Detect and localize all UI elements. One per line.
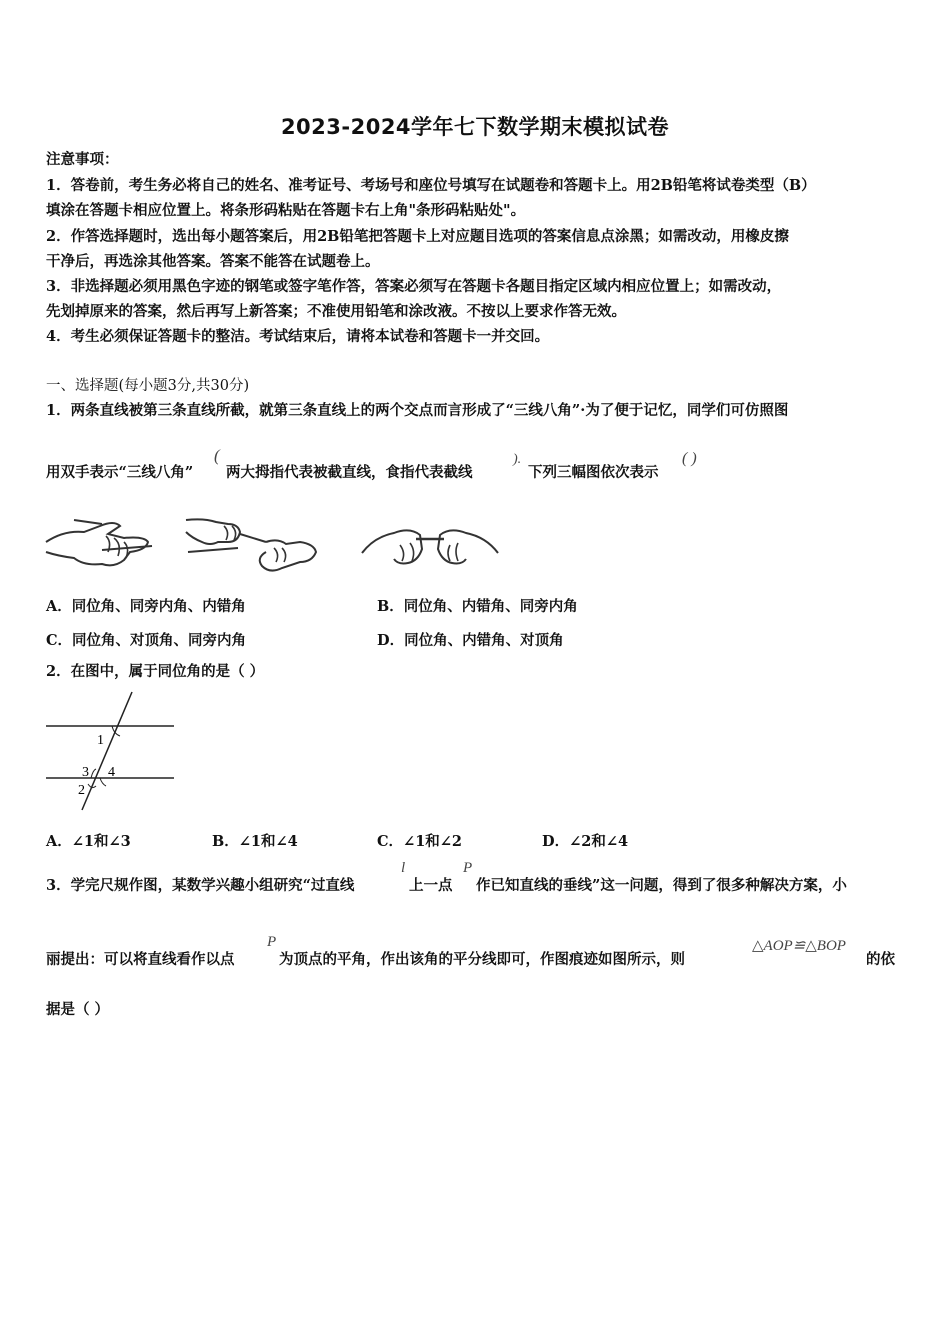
angle-label-2: 2 <box>78 783 85 798</box>
q1-option-d[interactable]: D．同位角、内错角、对顶角 <box>377 632 564 649</box>
hands-figure-1 <box>44 512 154 574</box>
q3-congruence-formula: △AOP≌△BOP <box>752 938 846 954</box>
q2-option-b[interactable]: B．∠1和∠4 <box>212 833 298 850</box>
notice-line: 2．作答选择题时，选出每小题答案后，用2B铅笔把答题卡上对应题目选项的答案信息点涂黑；如需改动，用橡皮擦 <box>46 228 789 245</box>
angle-figure <box>44 690 176 814</box>
q3-stem-part2: 上一点 <box>409 877 453 894</box>
notice-line: 先划掉原来的答案，然后再写上新答案；不准使用铅笔和涂改液。不按以上要求作答无效。 <box>46 303 626 320</box>
q1-stem-line1: 1．两条直线被第三条直线所截，就第三条直线上的两个交点而言形成了“三线八角”·为了便于记忆，同学们可仿照图 <box>46 402 789 419</box>
q1-stem-line2c: 下列三幅图依次表示 <box>528 464 659 481</box>
notice-line: 4．考生必须保证答题卡的整洁。考试结束后，请将本试卷和答题卡一并交回。 <box>46 328 550 345</box>
notice-line: 填涂在答题卡相应位置上。将条形码粘贴在答题卡右上角"条形码粘贴处"。 <box>46 202 526 219</box>
angle-label-4: 4 <box>108 765 115 780</box>
q1-stem-line2a: 用双手表示“三线八角” <box>46 464 194 481</box>
q3-stem-part7: 据是（ ） <box>46 1001 110 1018</box>
transversal-line <box>82 692 132 810</box>
q1-paren-open: ( <box>214 446 220 465</box>
notice-line: 干净后，再选涂其他答案。答案不能答在试题卷上。 <box>46 253 380 270</box>
angle-label-1: 1 <box>97 733 104 748</box>
q3-stem-part1: 3．学完尺规作图，某数学兴趣小组研究“过直线 <box>46 877 355 894</box>
q1-stem-line2b: 两大拇指代表被截直线，食指代表截线 <box>226 464 473 481</box>
page-title: 2023-2024学年七下数学期末模拟试卷 <box>280 115 670 139</box>
q3-stem-part4: 丽提出：可以将直线看作以点 <box>46 951 235 968</box>
q1-option-a[interactable]: A．同位角、同旁内角、内错角 <box>46 598 246 615</box>
q2-option-a[interactable]: A．∠1和∠3 <box>46 833 131 850</box>
q1-option-b[interactable]: B．同位角、内错角、同旁内角 <box>377 598 578 615</box>
angle-arc-4 <box>100 778 106 786</box>
q3-var-p: P <box>267 934 277 950</box>
angle-arc-3 <box>91 769 96 778</box>
q3-stem-part3: 作已知直线的垂线”这一问题，得到了很多种解决方案，小 <box>476 877 847 894</box>
q3-var-p: P <box>463 860 473 876</box>
hands-figure-3 <box>360 515 500 579</box>
hands-figure-2 <box>182 512 322 582</box>
q3-stem-part5: 为顶点的平角，作出该角的平分线即可，作图痕迹如图所示，则 <box>279 951 685 968</box>
q2-stem: 2．在图中，属于同位角的是（ ） <box>46 663 265 680</box>
angle-label-3: 3 <box>82 765 89 780</box>
notice-line: 1．答卷前，考生务必将自己的姓名、准考证号、考场号和座位号填写在试题卷和答题卡上。用2B铅笔将试卷类型（B） <box>46 177 816 194</box>
section-heading: 一、选择题(每小题3分,共30分) <box>46 378 250 394</box>
q2-option-d[interactable]: D．∠2和∠4 <box>542 833 629 850</box>
notice-line: 3．非选择题必须用黑色字迹的钢笔或签字笔作答，答案必须写在答题卡各题目指定区域内相应位置上；如需改动， <box>46 278 782 295</box>
q1-paren-close: ). <box>513 452 522 467</box>
q1-answer-paren: ( ) <box>682 450 697 467</box>
notice-heading: 注意事项： <box>46 151 119 168</box>
q3-stem-part6: 的依 <box>866 951 895 968</box>
q2-option-c[interactable]: C．∠1和∠2 <box>377 833 463 850</box>
q3-var-l: l <box>401 860 406 876</box>
q1-option-c[interactable]: C．同位角、对顶角、同旁内角 <box>46 632 247 649</box>
